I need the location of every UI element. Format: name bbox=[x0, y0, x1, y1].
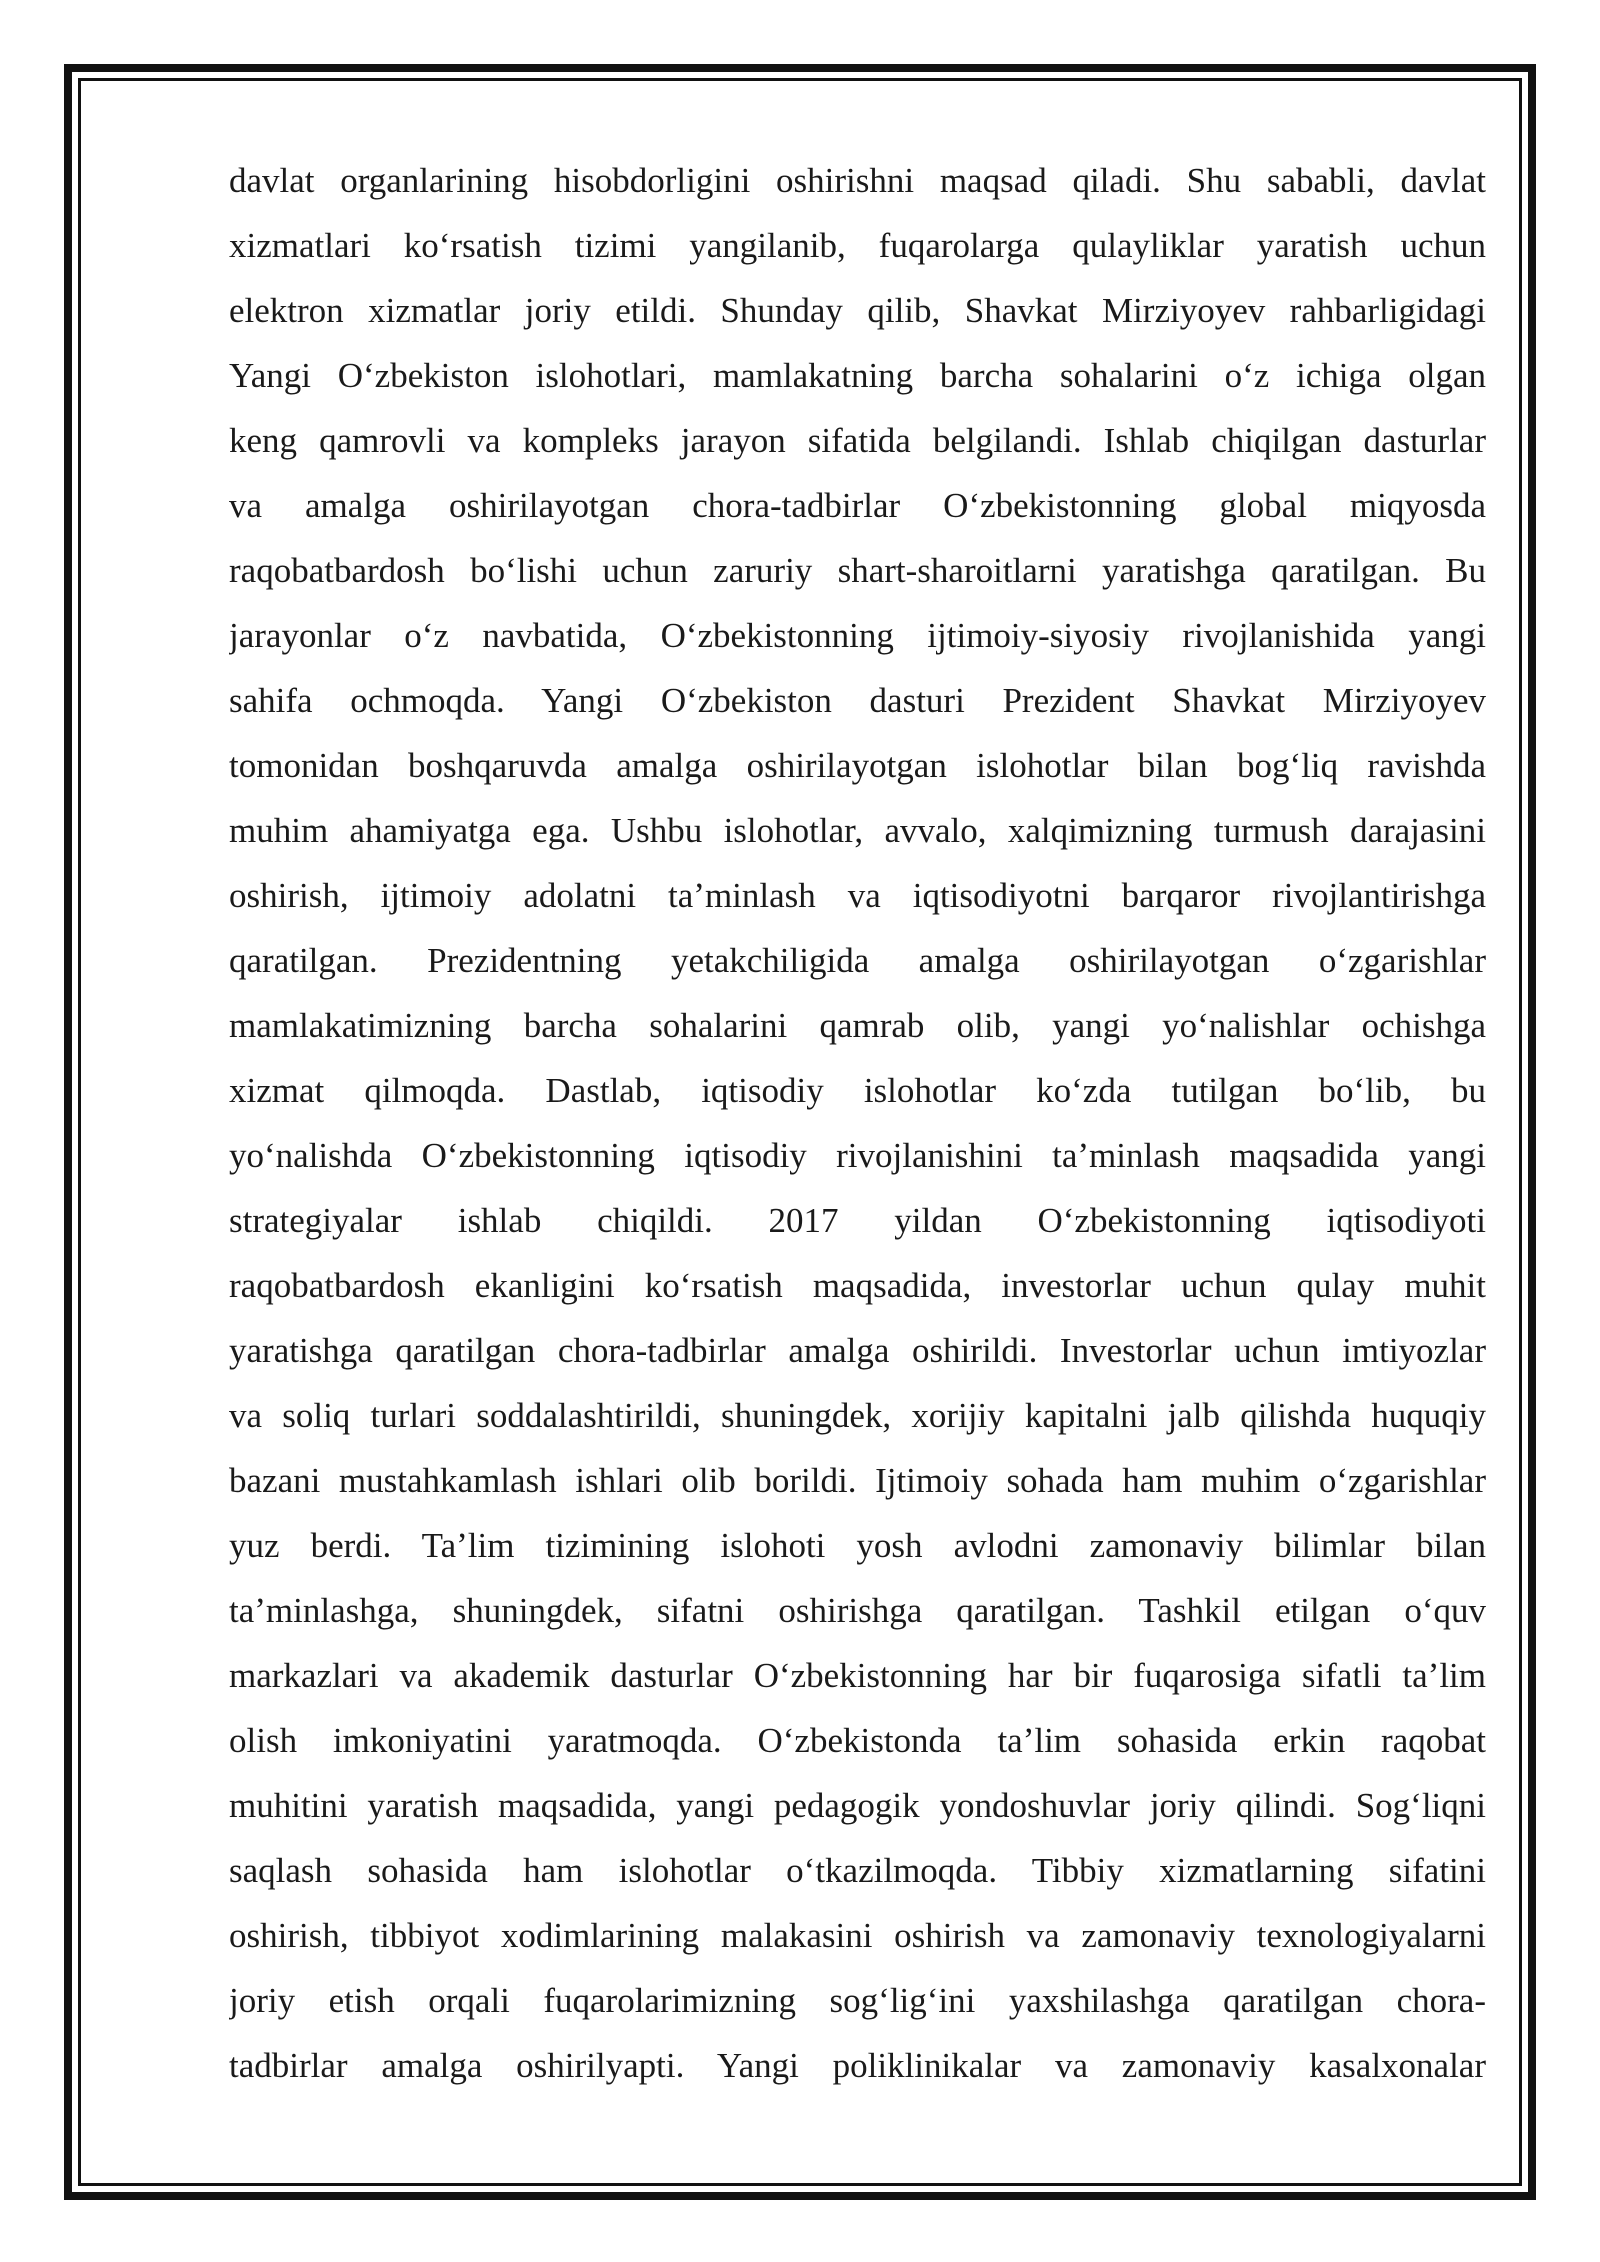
text-line: yoʻnalishda Oʻzbekistonning iqtisodiy rivojlanishini taʼminlash maqsadida yangi bbox=[229, 1136, 1486, 1175]
text-line: xizmat qilmoqda. Dastlab, iqtisodiy islohotlar koʻzda tutilgan boʻlib, bu bbox=[229, 1071, 1486, 1110]
text-line: olish imkoniyatini yaratmoqda. Oʻzbekistonda taʼlim sohasida erkin raqobat bbox=[229, 1721, 1486, 1760]
text-line: oshirish, ijtimoiy adolatni taʼminlash va iqtisodiyotni barqaror rivojlantirishga bbox=[229, 876, 1486, 915]
text-line: tomonidan boshqaruvda amalga oshirilayotgan islohotlar bilan bogʻliq ravishda bbox=[229, 746, 1486, 785]
text-line: yaratishga qaratilgan chora-tadbirlar amalga oshirildi. Investorlar uchun imtiyozlar bbox=[229, 1331, 1486, 1370]
text-line: saqlash sohasida ham islohotlar oʻtkazilmoqda. Tibbiy xizmatlarning sifatini bbox=[229, 1851, 1486, 1890]
text-line: va soliq turlari soddalashtirildi, shuningdek, xorijiy kapitalni jalb qilishda huquqiy bbox=[229, 1396, 1486, 1435]
text-line: elektron xizmatlar joriy etildi. Shunday qilib, Shavkat Mirziyoyev rahbarligidagi bbox=[229, 291, 1486, 330]
text-line: muhim ahamiyatga ega. Ushbu islohotlar, avvalo, xalqimizning turmush darajasini bbox=[229, 811, 1486, 850]
text-line: mamlakatimizning barcha sohalarini qamrab olib, yangi yoʻnalishlar ochishga bbox=[229, 1006, 1486, 1045]
text-line: qaratilgan. Prezidentning yetakchiligida amalga oshirilayotgan oʻzgarishlar bbox=[229, 941, 1486, 980]
text-line: markazlari va akademik dasturlar Oʻzbekistonning har bir fuqarosiga sifatli taʼlim bbox=[229, 1656, 1486, 1695]
text-line: keng qamrovli va kompleks jarayon sifatida belgilandi. Ishlab chiqilgan dasturlar bbox=[229, 421, 1486, 460]
text-line: va amalga oshirilayotgan chora-tadbirlar Oʻzbekistonning global miqyosda bbox=[229, 486, 1486, 525]
text-line: muhitini yaratish maqsadida, yangi pedagogik yondoshuvlar joriy qilindi. Sogʻliqni bbox=[229, 1786, 1486, 1825]
text-line: bazani mustahkamlash ishlari olib borildi. Ijtimoiy sohada ham muhim oʻzgarishlar bbox=[229, 1461, 1486, 1500]
text-line: davlat organlarining hisobdorligini oshirishni maqsad qiladi. Shu sababli, davlat bbox=[229, 161, 1486, 200]
text-line: xizmatlari koʻrsatish tizimi yangilanib, fuqarolarga qulayliklar yaratish uchun bbox=[229, 226, 1486, 265]
text-line: tadbirlar amalga oshirilyapti. Yangi poliklinikalar va zamonaviy kasalxonalar bbox=[229, 2046, 1486, 2085]
text-line: raqobatbardosh boʻlishi uchun zaruriy shart-sharoitlarni yaratishga qaratilgan. Bu bbox=[229, 551, 1486, 590]
text-line: jarayonlar oʻz navbatida, Oʻzbekistonning ijtimoiy-siyosiy rivojlanishida yangi bbox=[229, 616, 1486, 655]
text-line: sahifa ochmoqda. Yangi Oʻzbekiston dasturi Prezident Shavkat Mirziyoyev bbox=[229, 681, 1486, 720]
text-line: oshirish, tibbiyot xodimlarining malakasini oshirish va zamonaviy texnologiyalarni bbox=[229, 1916, 1486, 1955]
body-text bbox=[229, 148, 1486, 2098]
text-line: raqobatbardosh ekanligini koʻrsatish maqsadida, investorlar uchun qulay muhit bbox=[229, 1266, 1486, 1305]
text-line: Yangi Oʻzbekiston islohotlari, mamlakatning barcha sohalarini oʻz ichiga olgan bbox=[229, 356, 1486, 395]
text-line: taʼminlashga, shuningdek, sifatni oshirishga qaratilgan. Tashkil etilgan oʻquv bbox=[229, 1591, 1486, 1630]
text-line: strategiyalar ishlab chiqildi. 2017 yildan Oʻzbekistonning iqtisodiyoti bbox=[229, 1201, 1486, 1240]
text-line: joriy etish orqali fuqarolarimizning sogʻligʻini yaxshilashga qaratilgan chora- bbox=[229, 1981, 1486, 2020]
text-line: yuz berdi. Taʼlim tizimining islohoti yosh avlodni zamonaviy bilimlar bilan bbox=[229, 1526, 1486, 1565]
